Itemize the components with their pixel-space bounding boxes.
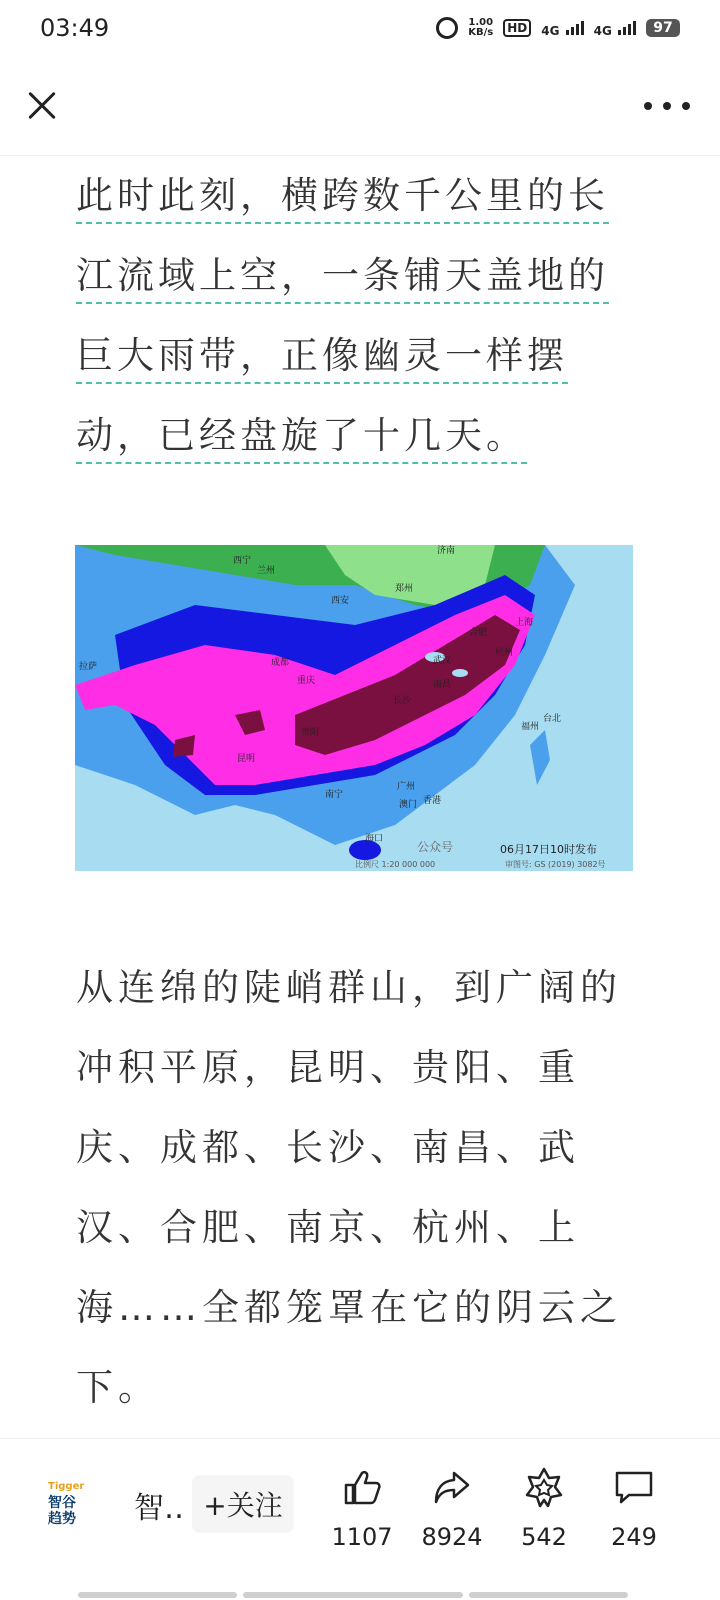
like-button[interactable] bbox=[322, 1463, 402, 1551]
map-city-label: 成都 bbox=[271, 658, 290, 668]
comment-button[interactable] bbox=[594, 1463, 674, 1551]
rainfall-map bbox=[75, 545, 633, 871]
article-paragraph-2: 从连绵的陡峭群山，到广阔的冲积平原，昆明、贵阳、重庆、成都、长沙、南昌、武汉、合肥、南京、杭州、上海……全都笼罩在它的阴云之下。 bbox=[76, 966, 622, 1409]
signal-2-label: 4G bbox=[593, 23, 612, 38]
map-city-label: 南宁 bbox=[325, 790, 344, 800]
map-city-label: 昆明 bbox=[237, 754, 256, 764]
share-arrow-icon bbox=[412, 1463, 492, 1511]
map-city-label: 长沙 bbox=[393, 696, 412, 706]
alarm-icon bbox=[436, 17, 458, 39]
signal-2 bbox=[594, 19, 636, 38]
map-city-label: 上海 bbox=[515, 618, 534, 628]
map-city-label: 南昌 bbox=[433, 680, 452, 690]
article-paragraph-1 bbox=[76, 156, 636, 476]
article-body bbox=[76, 156, 636, 476]
signal-1-label: 4G bbox=[541, 23, 560, 38]
signal-bars-icon bbox=[566, 19, 584, 35]
signal-bars-icon bbox=[618, 19, 636, 35]
author-logo[interactable] bbox=[48, 1479, 104, 1535]
network-speed-unit: KB/s bbox=[468, 27, 494, 38]
map-city-label: 济南 bbox=[437, 546, 456, 556]
map-city-label: 兰州 bbox=[257, 566, 276, 576]
map-city-label: 合肥 bbox=[469, 628, 488, 638]
map-city-label: 西安 bbox=[331, 596, 350, 606]
logo-line-2: 趋势 bbox=[48, 1511, 76, 1527]
close-icon[interactable] bbox=[22, 86, 62, 126]
map-city-label: 贵阳 bbox=[301, 728, 320, 738]
star-badge-icon bbox=[504, 1463, 584, 1511]
map-city-label: 海口 bbox=[365, 834, 384, 844]
network-speed-value: 1.00 bbox=[468, 17, 494, 28]
status-icons bbox=[436, 17, 680, 39]
logo-top-text: Tigger bbox=[48, 1481, 85, 1492]
battery-indicator: 97 bbox=[646, 19, 680, 37]
paragraph-1-text: 此时此刻，横跨数千公里的长江流域上空，一条铺天盖地的巨大雨带，正像幽灵一样摆动，已经盘旋了十几天。 bbox=[76, 174, 609, 457]
map-watermark: 公众号 bbox=[417, 840, 454, 854]
map-city-label: 武汉 bbox=[433, 656, 452, 666]
rainfall-map-image[interactable] bbox=[75, 545, 633, 871]
favorite-count: 542 bbox=[521, 1523, 567, 1551]
map-city-label: 香港 bbox=[423, 796, 442, 806]
map-number: 审图号: GS (2019) 3082号 bbox=[505, 860, 606, 869]
thumbs-up-icon bbox=[322, 1463, 402, 1511]
scroll-indicator bbox=[78, 1592, 628, 1598]
map-city-label: 西宁 bbox=[233, 556, 252, 566]
bottom-action-bar bbox=[0, 1438, 720, 1600]
comment-bubble-icon bbox=[594, 1463, 674, 1511]
map-city-label: 澳门 bbox=[399, 800, 418, 810]
share-button[interactable] bbox=[412, 1463, 492, 1551]
map-city-label: 重庆 bbox=[297, 676, 316, 686]
hd-icon: HD bbox=[503, 19, 531, 37]
like-count: 1107 bbox=[331, 1523, 393, 1551]
map-city-label: 福州 bbox=[521, 722, 540, 732]
comment-count: 249 bbox=[611, 1523, 657, 1551]
signal-1 bbox=[541, 19, 583, 38]
map-city-label: 杭州 bbox=[495, 648, 514, 658]
status-time: 03:49 bbox=[40, 14, 110, 42]
follow-button[interactable]: +关注 bbox=[192, 1475, 294, 1533]
map-city-label: 郑州 bbox=[395, 584, 414, 594]
author-name[interactable]: 智‥ bbox=[134, 1491, 185, 1526]
more-icon[interactable] bbox=[644, 96, 690, 116]
share-count: 8924 bbox=[421, 1523, 483, 1551]
map-scale-note: 比例尺 1:20 000 000 bbox=[355, 860, 436, 869]
top-nav bbox=[0, 56, 720, 156]
map-city-label: 拉萨 bbox=[79, 662, 98, 672]
logo-line-1: 智谷 bbox=[48, 1495, 76, 1511]
status-bar bbox=[0, 0, 720, 56]
network-speed bbox=[468, 18, 493, 38]
map-city-label: 台北 bbox=[543, 714, 562, 724]
map-city-label: 广州 bbox=[397, 782, 416, 792]
map-publish-note: 06月17日10时发布 bbox=[500, 843, 597, 856]
favorite-button[interactable] bbox=[504, 1463, 584, 1551]
